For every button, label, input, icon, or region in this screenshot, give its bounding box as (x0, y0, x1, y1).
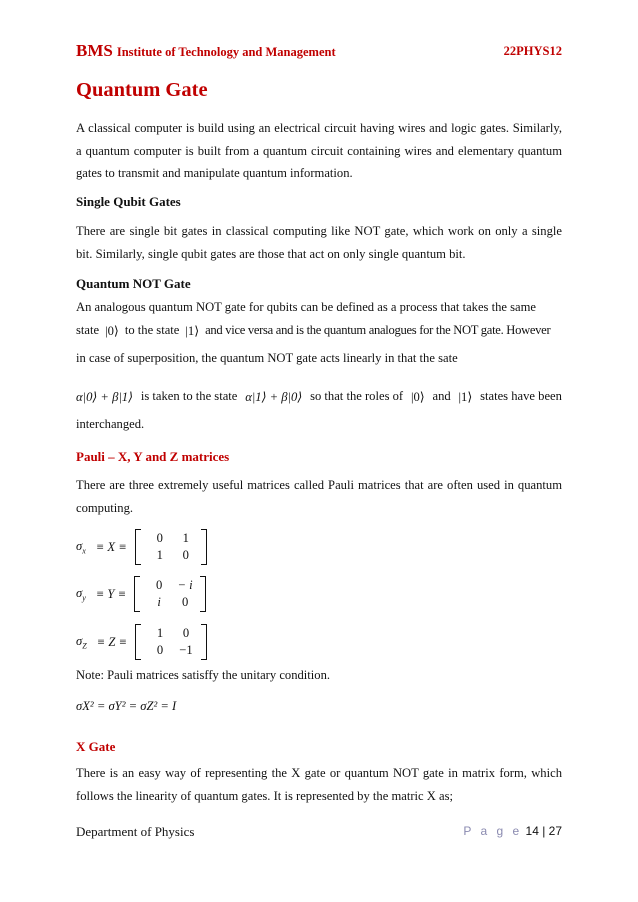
header-institute: Institute of Technology and Management (116, 45, 336, 59)
ket-zero: |0⟩ (410, 390, 425, 404)
matrix-cell: 0 (182, 626, 190, 640)
equivalence: ≡ Y ≡ (95, 586, 127, 601)
matrix-cell: 0 (182, 548, 189, 562)
text-fragment: to the state (124, 323, 180, 337)
unitary-condition: σX² = σY² = σZ² = I (76, 699, 177, 713)
subscript: Z (82, 641, 87, 651)
single-qubit-paragraph: There are single bit gates in classical computing like NOT gate, which work on only a single bit. Similarly, single qubit gates are those that act on only single quantum bit. (76, 224, 562, 261)
ket-one: |1⟩ (458, 390, 473, 404)
matrix-cell: 0 (156, 531, 163, 545)
x-gate-heading: X Gate (76, 739, 116, 754)
text-fragment: and vice versa and is the quantum analogues for the NOT gate. However (205, 323, 551, 337)
superposition-expr: α|0⟩ + β|1⟩ (76, 390, 134, 404)
footer-department: Department of Physics (76, 824, 195, 839)
sigma-symbol: σ (76, 585, 83, 600)
ket-one: |1⟩ (185, 324, 200, 338)
matrix-cell: 1 (156, 548, 163, 562)
matrix-cell: 1 (156, 626, 164, 640)
pauli-note: Note: Pauli matrices satisffy the unitary condition. (76, 668, 331, 682)
header-bms: BMS (76, 41, 113, 60)
text-fragment: states have been (480, 389, 562, 403)
page-number (463, 824, 562, 838)
text-fragment: so that the roles of (310, 389, 404, 403)
flipped-expr: α|1⟩ + β|0⟩ (245, 390, 303, 404)
equivalence: ≡ X ≡ (95, 539, 127, 554)
not-gate-line-1: An analogous quantum NOT gate for qubits can be defined as a process that takes the same (76, 300, 537, 314)
pauli-y-matrix (134, 576, 206, 612)
not-gate-line-3: in case of superposition, the quantum NOT gate acts linearly in that the sate (76, 351, 458, 365)
single-qubit-heading: Single Qubit Gates (76, 194, 181, 209)
text-fragment: and (432, 389, 451, 403)
pauli-x-equation (76, 529, 207, 565)
pauli-z-equation (76, 624, 207, 660)
matrix-cell: 1 (182, 531, 189, 545)
text-fragment: state (76, 323, 100, 337)
sigma-symbol: σ (76, 538, 83, 553)
ket-zero: |0⟩ (105, 324, 119, 338)
x-gate-paragraph: There is an easy way of representing the X gate or quantum NOT gate in matrix form, which follows the linearity of quantum gates. It is represented by the matric X as; (76, 766, 562, 803)
subscript: y (82, 593, 86, 603)
page-count: 14 | 27 (525, 824, 562, 838)
page-footer (76, 824, 562, 840)
not-gate-line-2 (76, 323, 562, 339)
header-course-code: 22PHYS12 (503, 44, 562, 58)
pauli-heading: Pauli – X, Y and Z matrices (76, 449, 230, 464)
not-gate-line-5: interchanged. (76, 417, 145, 431)
matrix-cell: 0 (181, 595, 189, 609)
pauli-x-matrix (135, 529, 207, 565)
sigma-symbol: σ (76, 633, 83, 648)
matrix-cell: 0 (156, 643, 164, 657)
page-header (76, 41, 562, 61)
pauli-y-equation (76, 576, 206, 612)
matrix-cell: 0 (155, 578, 163, 592)
equivalence: ≡ Z ≡ (96, 634, 127, 649)
matrix-cell: −1 (179, 643, 193, 657)
page-title: Quantum Gate (76, 79, 208, 101)
matrix-cell: i (157, 595, 161, 609)
matrix-cell: − i (177, 578, 193, 592)
intro-paragraph: A classical computer is build using an electrical circuit having wires and logic gates. Similarly, a quantum computer is built from a quantum circuit containing wires and elementary quantum gates to transmit and manipulate quantum information. (76, 121, 562, 180)
page-label: P a g e (463, 824, 523, 838)
not-gate-line-4 (76, 389, 562, 405)
pauli-paragraph: There are three extremely useful matrices called Pauli matrices that are often used in quantum computing. (76, 478, 562, 515)
text-fragment: is taken to the state (140, 389, 238, 403)
not-gate-heading: Quantum NOT Gate (76, 276, 191, 291)
subscript: x (82, 546, 86, 556)
pauli-z-matrix (135, 624, 207, 660)
